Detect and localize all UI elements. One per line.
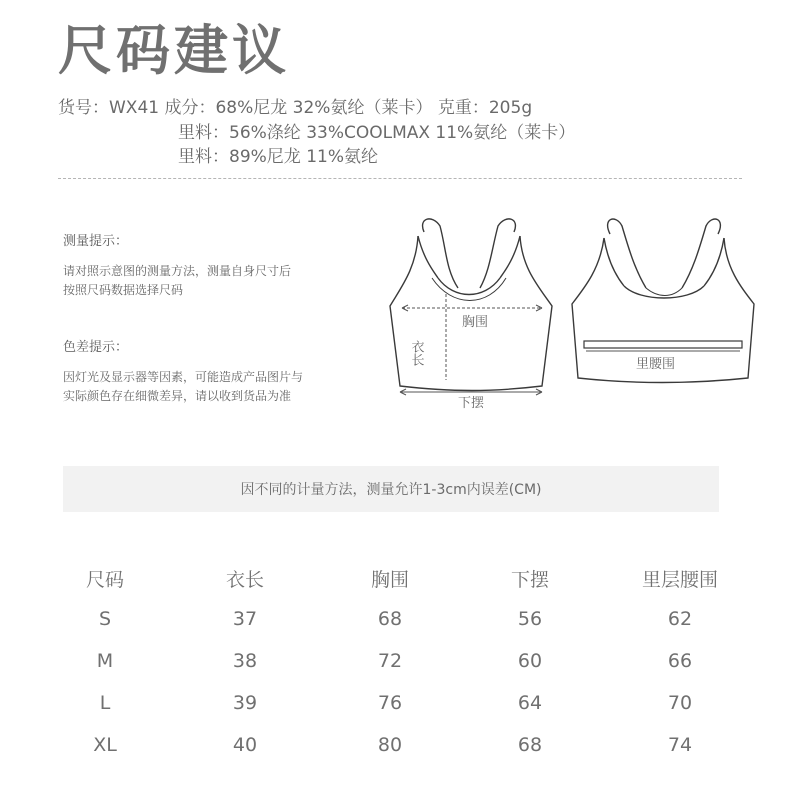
- tolerance-note: 因不同的计量方法，测量允许1-3cm内误差(CM): [240, 482, 542, 498]
- cell-inner-waist: 62: [667, 608, 693, 630]
- cell-hem: 60: [517, 650, 543, 672]
- dashed-divider: [58, 178, 742, 179]
- cell-length: 38: [232, 650, 258, 672]
- header-length: 衣长: [225, 568, 264, 591]
- cell-length: 40: [232, 734, 258, 756]
- cell-size: M: [96, 650, 114, 672]
- table-row: [40, 598, 760, 640]
- cell-inner-waist: 66: [667, 650, 693, 672]
- tolerance-note-band: [63, 466, 719, 512]
- cell-size: S: [98, 608, 112, 630]
- measure-tip-line-2: 按照尺码数据选择尺码: [63, 283, 184, 297]
- front-chest-label: 胸围: [462, 315, 489, 330]
- color-tip-line-2: 实际颜色存在细微差异，请以收到货品为准: [63, 389, 292, 403]
- cell-inner-waist: 74: [667, 734, 693, 756]
- table-row: [40, 724, 760, 766]
- back-inner-waist-label: 里腰围: [636, 357, 676, 372]
- cell-hem: 56: [517, 608, 543, 630]
- front-length-label: 衣长: [408, 340, 424, 366]
- cell-length: 37: [232, 608, 258, 630]
- table-row: [40, 640, 760, 682]
- front-hem-label: 下摆: [458, 396, 485, 411]
- cell-length: 39: [232, 692, 258, 714]
- garment-measure-diagram: [372, 208, 762, 430]
- size-table-header: [40, 558, 760, 598]
- cell-chest: 72: [377, 650, 403, 672]
- header-hem: 下摆: [510, 568, 549, 591]
- cell-chest: 68: [377, 608, 403, 630]
- header-size: 尺码: [85, 568, 124, 591]
- cell-size: XL: [93, 734, 117, 756]
- color-tip-heading: 色差提示：: [63, 340, 129, 355]
- cell-hem: 64: [517, 692, 543, 714]
- table-row: [40, 682, 760, 724]
- size-table: [40, 558, 760, 766]
- spec-line-lining-1: 里料：56%涤纶 33%COOLMAX 11%氨纶（莱卡）: [178, 123, 576, 143]
- cell-size: L: [99, 692, 111, 714]
- cell-chest: 76: [377, 692, 403, 714]
- color-tip-line-1: 因灯光及显示器等因素，可能造成产品图片与: [63, 370, 304, 384]
- spec-line-product: 货号：WX41 成分：68%尼龙 32%氨纶（莱卡） 克重：205g: [58, 98, 533, 118]
- header-chest: 胸围: [370, 568, 409, 591]
- cell-chest: 80: [377, 734, 403, 756]
- measure-tip-heading: 测量提示：: [63, 234, 129, 249]
- spec-line-lining-2: 里料：89%尼龙 11%氨纶: [178, 147, 378, 167]
- cell-hem: 68: [517, 734, 543, 756]
- header-inner-waist: 里层腰围: [641, 568, 718, 591]
- measure-tip-line-1: 请对照示意图的测量方法，测量自身尺寸后: [63, 264, 292, 278]
- page-title: 尺码建议: [58, 19, 290, 82]
- cell-inner-waist: 70: [667, 692, 693, 714]
